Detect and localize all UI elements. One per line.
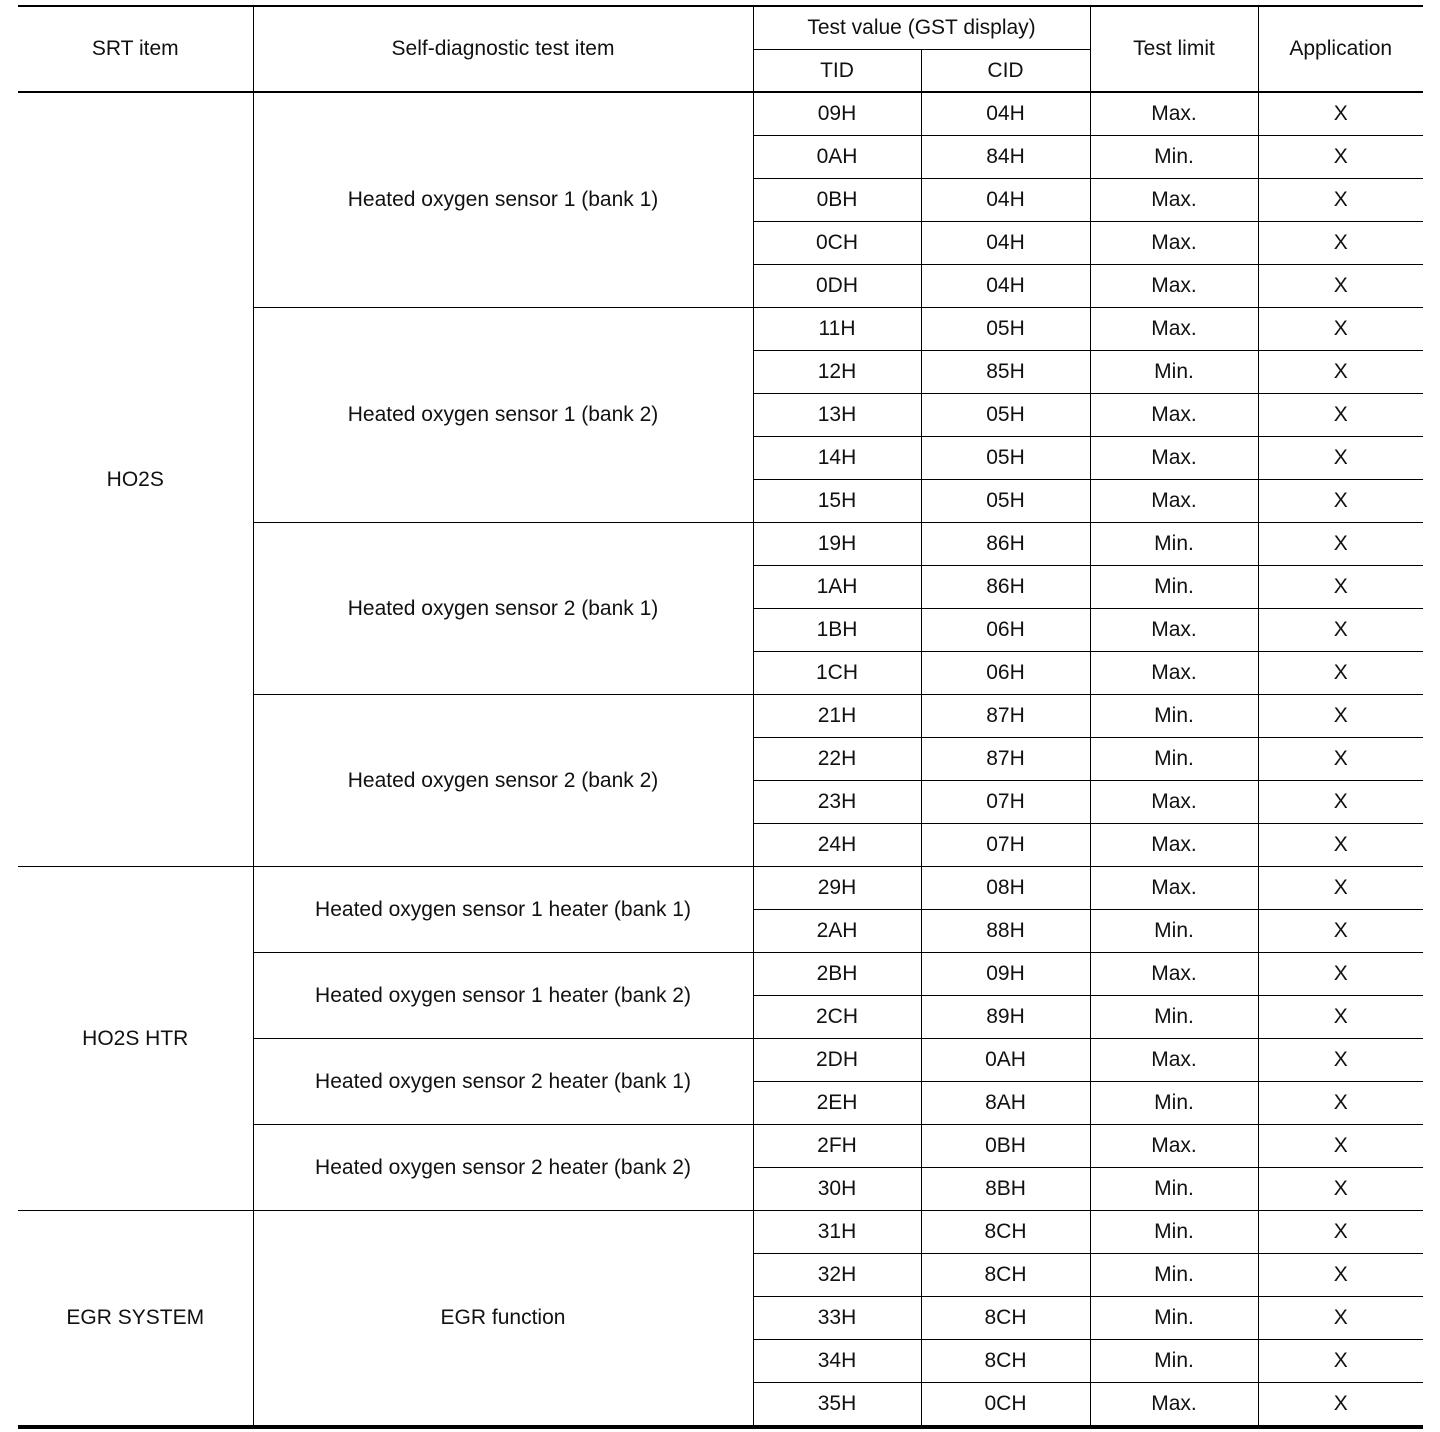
header-test-limit: Test limit — [1090, 6, 1258, 92]
test-limit-cell: Min. — [1090, 1340, 1258, 1383]
test-limit-cell: Max. — [1090, 652, 1258, 695]
tid-cell: 11H — [753, 308, 921, 351]
tid-cell: 30H — [753, 1168, 921, 1211]
application-cell: X — [1258, 652, 1423, 695]
test-limit-cell: Max. — [1090, 394, 1258, 437]
application-cell: X — [1258, 394, 1423, 437]
tid-cell: 12H — [753, 351, 921, 394]
test-limit-cell: Min. — [1090, 910, 1258, 953]
application-cell: X — [1258, 738, 1423, 781]
application-cell: X — [1258, 953, 1423, 996]
tid-cell: 2AH — [753, 910, 921, 953]
application-cell: X — [1258, 308, 1423, 351]
cid-cell: 07H — [921, 824, 1090, 867]
cid-cell: 8CH — [921, 1211, 1090, 1254]
test-limit-cell: Max. — [1090, 265, 1258, 308]
tid-cell: 1BH — [753, 609, 921, 652]
tid-cell: 31H — [753, 1211, 921, 1254]
tid-cell: 2DH — [753, 1039, 921, 1082]
tid-cell: 0DH — [753, 265, 921, 308]
self-diagnostic-item-cell: Heated oxygen sensor 2 (bank 2) — [253, 695, 753, 867]
table-row — [18, 92, 1423, 136]
application-cell: X — [1258, 1125, 1423, 1168]
test-limit-cell: Max. — [1090, 781, 1258, 824]
test-limit-cell: Max. — [1090, 308, 1258, 351]
application-cell: X — [1258, 1211, 1423, 1254]
application-cell: X — [1258, 609, 1423, 652]
tid-cell: 32H — [753, 1254, 921, 1297]
tid-cell: 13H — [753, 394, 921, 437]
srt-item-cell: HO2S HTR — [18, 867, 253, 1211]
application-cell: X — [1258, 136, 1423, 179]
tid-cell: 2CH — [753, 996, 921, 1039]
cid-cell: 87H — [921, 695, 1090, 738]
tid-cell: 14H — [753, 437, 921, 480]
application-cell: X — [1258, 566, 1423, 609]
tid-cell: 29H — [753, 867, 921, 910]
test-limit-cell: Max. — [1090, 867, 1258, 910]
application-cell: X — [1258, 996, 1423, 1039]
cid-cell: 0CH — [921, 1383, 1090, 1428]
self-diagnostic-item-cell: Heated oxygen sensor 1 (bank 2) — [253, 308, 753, 523]
application-cell: X — [1258, 351, 1423, 394]
cid-cell: 04H — [921, 179, 1090, 222]
test-limit-cell: Min. — [1090, 523, 1258, 566]
application-cell: X — [1258, 1082, 1423, 1125]
test-limit-cell: Max. — [1090, 480, 1258, 523]
tid-cell: 22H — [753, 738, 921, 781]
test-limit-cell: Max. — [1090, 1125, 1258, 1168]
cid-cell: 85H — [921, 351, 1090, 394]
header-cid: CID — [921, 50, 1090, 93]
application-cell: X — [1258, 1340, 1423, 1383]
cid-cell: 0BH — [921, 1125, 1090, 1168]
cid-cell: 08H — [921, 867, 1090, 910]
test-limit-cell: Max. — [1090, 222, 1258, 265]
cid-cell: 84H — [921, 136, 1090, 179]
cid-cell: 8CH — [921, 1297, 1090, 1340]
header-test-value: Test value (GST display) — [753, 6, 1090, 50]
header-tid: TID — [753, 50, 921, 93]
test-limit-cell: Max. — [1090, 1039, 1258, 1082]
test-limit-cell: Max. — [1090, 437, 1258, 480]
application-cell: X — [1258, 265, 1423, 308]
table-body — [18, 92, 1423, 1427]
srt-table — [18, 5, 1423, 1429]
tid-cell: 0CH — [753, 222, 921, 265]
test-limit-cell: Min. — [1090, 738, 1258, 781]
cid-cell: 06H — [921, 609, 1090, 652]
cid-cell: 05H — [921, 437, 1090, 480]
application-cell: X — [1258, 1297, 1423, 1340]
application-cell: X — [1258, 824, 1423, 867]
tid-cell: 23H — [753, 781, 921, 824]
test-limit-cell: Max. — [1090, 824, 1258, 867]
tid-cell: 35H — [753, 1383, 921, 1428]
application-cell: X — [1258, 480, 1423, 523]
tid-cell: 2BH — [753, 953, 921, 996]
table-header — [18, 6, 1423, 92]
test-limit-cell: Min. — [1090, 136, 1258, 179]
tid-cell: 15H — [753, 480, 921, 523]
self-diagnostic-item-cell: Heated oxygen sensor 2 heater (bank 1) — [253, 1039, 753, 1125]
application-cell: X — [1258, 523, 1423, 566]
cid-cell: 0AH — [921, 1039, 1090, 1082]
self-diagnostic-item-cell: Heated oxygen sensor 1 heater (bank 2) — [253, 953, 753, 1039]
cid-cell: 07H — [921, 781, 1090, 824]
self-diagnostic-item-cell: Heated oxygen sensor 1 (bank 1) — [253, 92, 753, 308]
test-limit-cell: Max. — [1090, 953, 1258, 996]
tid-cell: 33H — [753, 1297, 921, 1340]
cid-cell: 09H — [921, 953, 1090, 996]
self-diagnostic-item-cell: Heated oxygen sensor 2 heater (bank 2) — [253, 1125, 753, 1211]
tid-cell: 21H — [753, 695, 921, 738]
tid-cell: 24H — [753, 824, 921, 867]
tid-cell: 09H — [753, 92, 921, 136]
cid-cell: 86H — [921, 523, 1090, 566]
tid-cell: 0BH — [753, 179, 921, 222]
tid-cell: 34H — [753, 1340, 921, 1383]
cid-cell: 8CH — [921, 1340, 1090, 1383]
test-limit-cell: Min. — [1090, 996, 1258, 1039]
test-limit-cell: Min. — [1090, 695, 1258, 738]
cid-cell: 05H — [921, 480, 1090, 523]
application-cell: X — [1258, 1254, 1423, 1297]
application-cell: X — [1258, 867, 1423, 910]
self-diagnostic-item-cell: Heated oxygen sensor 1 heater (bank 1) — [253, 867, 753, 953]
header-application: Application — [1258, 6, 1423, 92]
cid-cell: 04H — [921, 92, 1090, 136]
application-cell: X — [1258, 1039, 1423, 1082]
test-limit-cell: Min. — [1090, 1211, 1258, 1254]
self-diagnostic-item-cell: Heated oxygen sensor 2 (bank 1) — [253, 523, 753, 695]
test-limit-cell: Min. — [1090, 351, 1258, 394]
tid-cell: 19H — [753, 523, 921, 566]
tid-cell: 1AH — [753, 566, 921, 609]
application-cell: X — [1258, 781, 1423, 824]
self-diagnostic-item-cell: EGR function — [253, 1211, 753, 1428]
tid-cell: 2EH — [753, 1082, 921, 1125]
test-limit-cell: Min. — [1090, 1082, 1258, 1125]
cid-cell: 88H — [921, 910, 1090, 953]
application-cell: X — [1258, 222, 1423, 265]
test-limit-cell: Min. — [1090, 1168, 1258, 1211]
tid-cell: 2FH — [753, 1125, 921, 1168]
test-limit-cell: Min. — [1090, 1297, 1258, 1340]
cid-cell: 8AH — [921, 1082, 1090, 1125]
tid-cell: 1CH — [753, 652, 921, 695]
table-row — [18, 1211, 1423, 1254]
application-cell: X — [1258, 1168, 1423, 1211]
cid-cell: 8CH — [921, 1254, 1090, 1297]
application-cell: X — [1258, 179, 1423, 222]
header-srt-item: SRT item — [18, 6, 253, 92]
test-limit-cell: Max. — [1090, 1383, 1258, 1428]
test-limit-cell: Min. — [1090, 1254, 1258, 1297]
test-limit-cell: Min. — [1090, 566, 1258, 609]
cid-cell: 05H — [921, 308, 1090, 351]
test-limit-cell: Max. — [1090, 92, 1258, 136]
srt-item-cell: EGR SYSTEM — [18, 1211, 253, 1428]
cid-cell: 86H — [921, 566, 1090, 609]
header-self-diagnostic-test-item: Self-diagnostic test item — [253, 6, 753, 92]
cid-cell: 06H — [921, 652, 1090, 695]
cid-cell: 04H — [921, 265, 1090, 308]
application-cell: X — [1258, 437, 1423, 480]
application-cell: X — [1258, 910, 1423, 953]
cid-cell: 89H — [921, 996, 1090, 1039]
cid-cell: 05H — [921, 394, 1090, 437]
application-cell: X — [1258, 695, 1423, 738]
test-limit-cell: Max. — [1090, 179, 1258, 222]
srt-item-cell: HO2S — [18, 92, 253, 867]
table-row — [18, 867, 1423, 910]
tid-cell: 0AH — [753, 136, 921, 179]
application-cell: X — [1258, 92, 1423, 136]
cid-cell: 87H — [921, 738, 1090, 781]
test-limit-cell: Max. — [1090, 609, 1258, 652]
cid-cell: 8BH — [921, 1168, 1090, 1211]
cid-cell: 04H — [921, 222, 1090, 265]
application-cell: X — [1258, 1383, 1423, 1428]
